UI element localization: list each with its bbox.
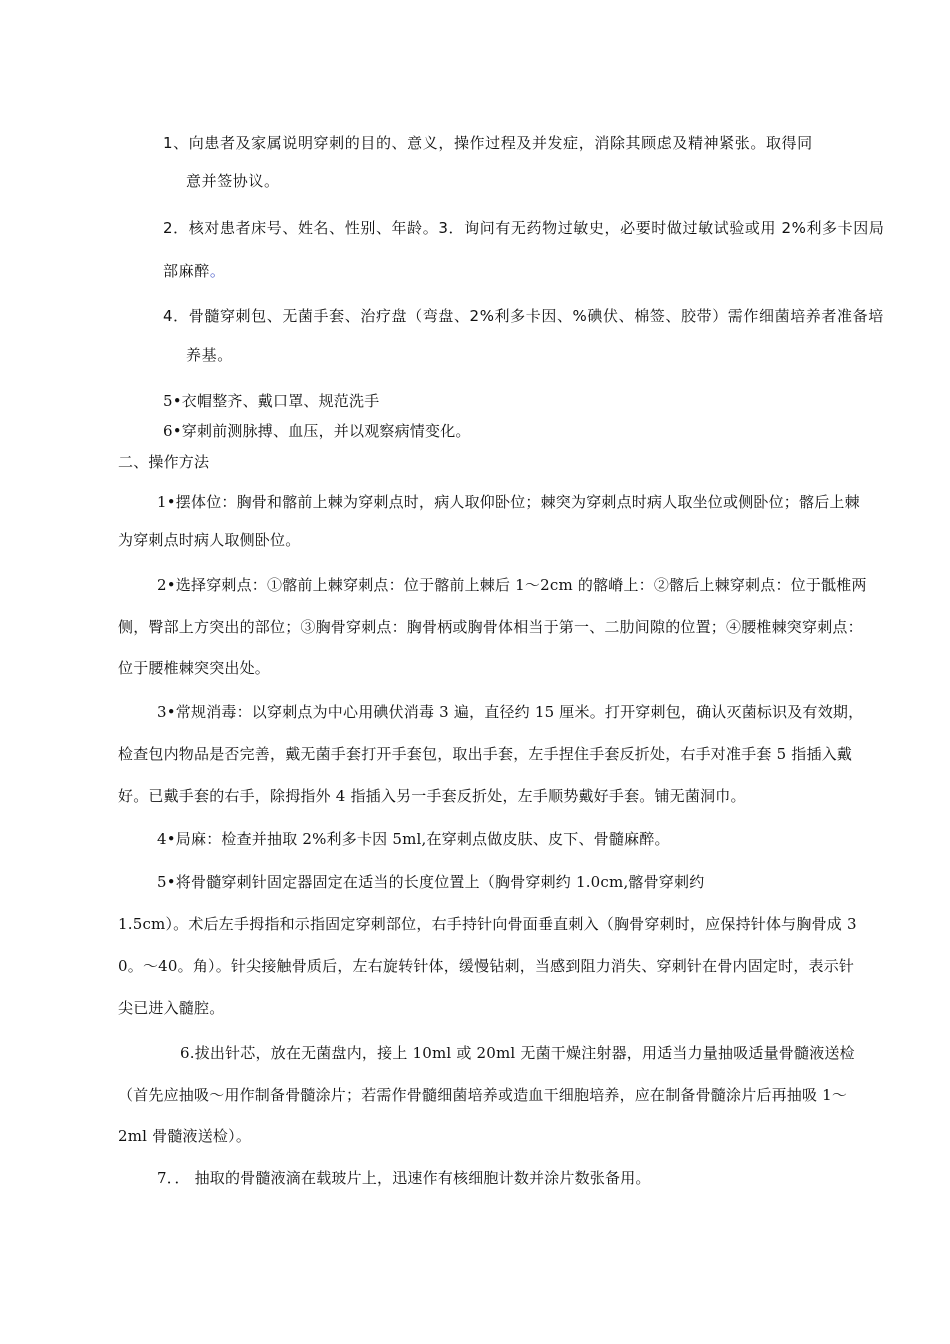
item-4-line-2: 养基。 <box>186 346 233 364</box>
item-1-line-1: 1、向患者及家属说明穿刺的目的、意义，操作过程及并发症，消除其顾虑及精神紧张。取得同 <box>163 134 813 152</box>
item-5: 5•衣帽整齐、戴口罩、规范洗手 <box>163 392 380 410</box>
step-3-line-2: 检查包内物品是否完善，戴无菌手套打开手套包，取出手套，左手捏住手套反折处，右手对准手套 5 指插入戴 <box>118 745 853 763</box>
item-6: 6•穿刺前测脉搏、血压，并以观察病情变化。 <box>163 422 471 440</box>
item-2-line-1: 2．核对患者床号、姓名、性别、年龄。3．询问有无药物过敏史，必要时做过敏试验或用 2%利多卡因局 <box>163 219 885 237</box>
step-5-line-2: 1.5cm）。术后左手拇指和示指固定穿刺部位，右手持针向骨面垂直刺入（胸骨穿刺时，应保持针体与胸骨成 3 <box>118 915 857 933</box>
item-1-line-2: 意并签协议。 <box>186 172 280 190</box>
item-2-line-2 <box>163 261 225 281</box>
section-two-heading: 二、操作方法 <box>118 453 210 471</box>
step-1-line-1: 1•摆体位：胸骨和髂前上棘为穿刺点时，病人取仰卧位；棘突为穿刺点时病人取坐位或侧卧位；髂后上棘 <box>157 493 860 511</box>
step-3-line-1: 3•常规消毒：以穿刺点为中心用碘伏消毒 3 遍，直径约 15 厘米。打开穿刺包，确认灭菌标识及有效期， <box>157 703 864 721</box>
item-2-line-2-text: 部麻醉 <box>163 262 210 280</box>
step-1-line-2: 为穿刺点时病人取侧卧位。 <box>118 531 301 549</box>
item-2-line-2-mark: 。 <box>209 262 226 280</box>
step-2-line-2: 侧，臀部上方突出的部位；③胸骨穿刺点：胸骨柄或胸骨体相当于第一、二肋间隙的位置；④腰椎棘突穿刺点： <box>118 618 863 636</box>
item-4-line-1: 4．骨髓穿刺包、无菌手套、治疗盘（弯盘、2%利多卡因、%碘伏、棉签、胶带）需作细菌培养者准备培 <box>163 307 884 325</box>
step-6-line-1: 6.拔出针芯，放在无菌盘内，接上 10ml 或 20ml 无菌干燥注射器，用适当力量抽吸适量骨髓液送检 <box>180 1044 855 1062</box>
step-6-line-2: （首先应抽吸〜用作制备骨髓涂片；若需作骨髓细菌培养或造血干细胞培养，应在制备骨髓涂片后再抽吸 1〜 <box>118 1086 848 1104</box>
step-6-line-3: 2ml 骨髓液送检）。 <box>118 1127 252 1145</box>
step-4: 4•局麻：检查并抽取 2%利多卡因 5ml,在穿刺点做皮肤、皮下、骨髓麻醉。 <box>157 830 670 848</box>
step-3-line-3: 好。已戴手套的右手，除拇指外 4 指插入另一手套反折处，左手顺势戴好手套。铺无菌洞巾。 <box>118 787 746 805</box>
step-5-line-1: 5•将骨髓穿刺针固定器固定在适当的长度位置上（胸骨穿刺约 1.0cm,髂骨穿刺约 <box>157 873 705 891</box>
step-5-line-3: 0。〜40。角）。针尖接触骨质后，左右旋转针体，缓慢钻刺，当感到阻力消失、穿刺针在骨内固定时，表示针 <box>118 957 855 975</box>
step-7: 7．． 抽取的骨髓液滴在载玻片上，迅速作有核细胞计数并涂片数张备用。 <box>157 1169 651 1187</box>
step-5-line-4: 尖已进入髓腔。 <box>118 999 225 1017</box>
step-2-line-1: 2•选择穿刺点：①髂前上棘穿刺点：位于髂前上棘后 1〜2cm 的髂嵴上：②髂后上棘穿刺点：位于骶椎两 <box>157 576 867 594</box>
step-2-line-3: 位于腰椎棘突突出处。 <box>118 659 271 677</box>
